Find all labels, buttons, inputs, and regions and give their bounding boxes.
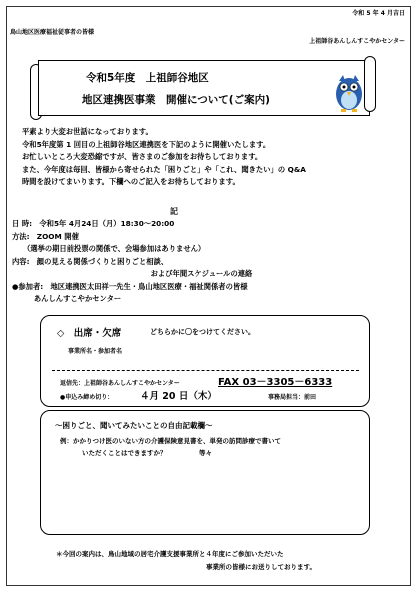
- header-sender: 上祖師谷あんしんすこやかセンター: [309, 38, 405, 45]
- contact-person: 事務局担当：前田: [268, 394, 317, 401]
- intro-line: また、今年度は毎回、皆様から寄せられた「困りごと」や「これ、聞きたい」の Q&A: [22, 164, 306, 174]
- participant-name-field[interactable]: 事業所名・参加者名: [68, 348, 123, 355]
- detail-content-cont: および年間スケジュールの連絡: [12, 269, 253, 278]
- intro-paragraph: [22, 126, 306, 189]
- detail-datetime: 日 時: 令和5年 4月24日（月）18:30～20:00: [12, 219, 175, 228]
- detail-method-note: （選挙の期日前投票の関係で、会場参加はありません）: [12, 244, 206, 253]
- detail-content: 内容: 顔の見える関係づくりと困りごと相談、: [12, 256, 169, 266]
- event-details: [12, 218, 252, 306]
- header-date: 令和 5 年 4 月吉日: [352, 10, 405, 17]
- attendance-title[interactable]: ◇ 出席・欠席: [57, 328, 122, 339]
- intro-line: お忙しいところ大変恐縮ですが、皆さまのご参加をお待ちしております。: [22, 152, 263, 161]
- intro-line: 令和5年度第 1 回目の上祖師谷地区連携医を下記のように開催いたします。: [22, 139, 271, 149]
- scroll-right-roll: [364, 56, 376, 112]
- questions-example-line-2: いただくことはできますか？ 等々: [82, 449, 212, 457]
- intro-line: 時間を設けてまいります。下欄へのご記入をお待ちしております。: [22, 177, 240, 186]
- questions-title: ～困りごと、聞いてみたいことの自由記載欄～: [55, 421, 213, 430]
- title-scroll-banner: [38, 60, 370, 116]
- detail-method: 方法: ZOOM 開催: [12, 231, 79, 241]
- deadline-date: ４月 20 日（木）: [140, 391, 217, 402]
- owl-mascot-icon: [333, 72, 365, 114]
- attendance-instruction: どちらかに〇をつけてください。: [150, 328, 255, 336]
- reply-destination: 返信先：上祖師谷あんしんすこやかセンター: [60, 380, 180, 387]
- footer-note-line-1: ＊今回の案内は、鳥山地域の居宅介護支援事業所と４年度にご参加いただいた: [56, 550, 284, 558]
- intro-line: 平素より大変お世話になっております。: [22, 127, 153, 136]
- title-line-1: 令和5年度 上祖師谷地区: [86, 72, 209, 84]
- fax-number: FAX 03－3305－6333: [218, 377, 333, 388]
- dashed-divider: [52, 370, 359, 371]
- detail-participants: ●参加者: 地区連携医太田祥一先生・鳥山地区医療・福祉関係者の皆様: [12, 281, 248, 291]
- footer-note-line-2: 事業所の皆様にお送りしております。: [206, 563, 316, 571]
- ki-heading: 記: [170, 207, 178, 216]
- header-recipient: 鳥山地区医療福祉従事者の皆様: [10, 29, 95, 36]
- title-line-2: 地区連携医事業 開催について(ご案内): [82, 94, 270, 106]
- questions-example-line-1: 例：かかりつけ医のいない方の介護保険意見書を、単発の訪問診療で書いて: [60, 437, 281, 445]
- deadline-label: ●申込み締め切り：: [60, 394, 114, 401]
- detail-participants-cont: あんしんすこやかセンター: [12, 294, 122, 303]
